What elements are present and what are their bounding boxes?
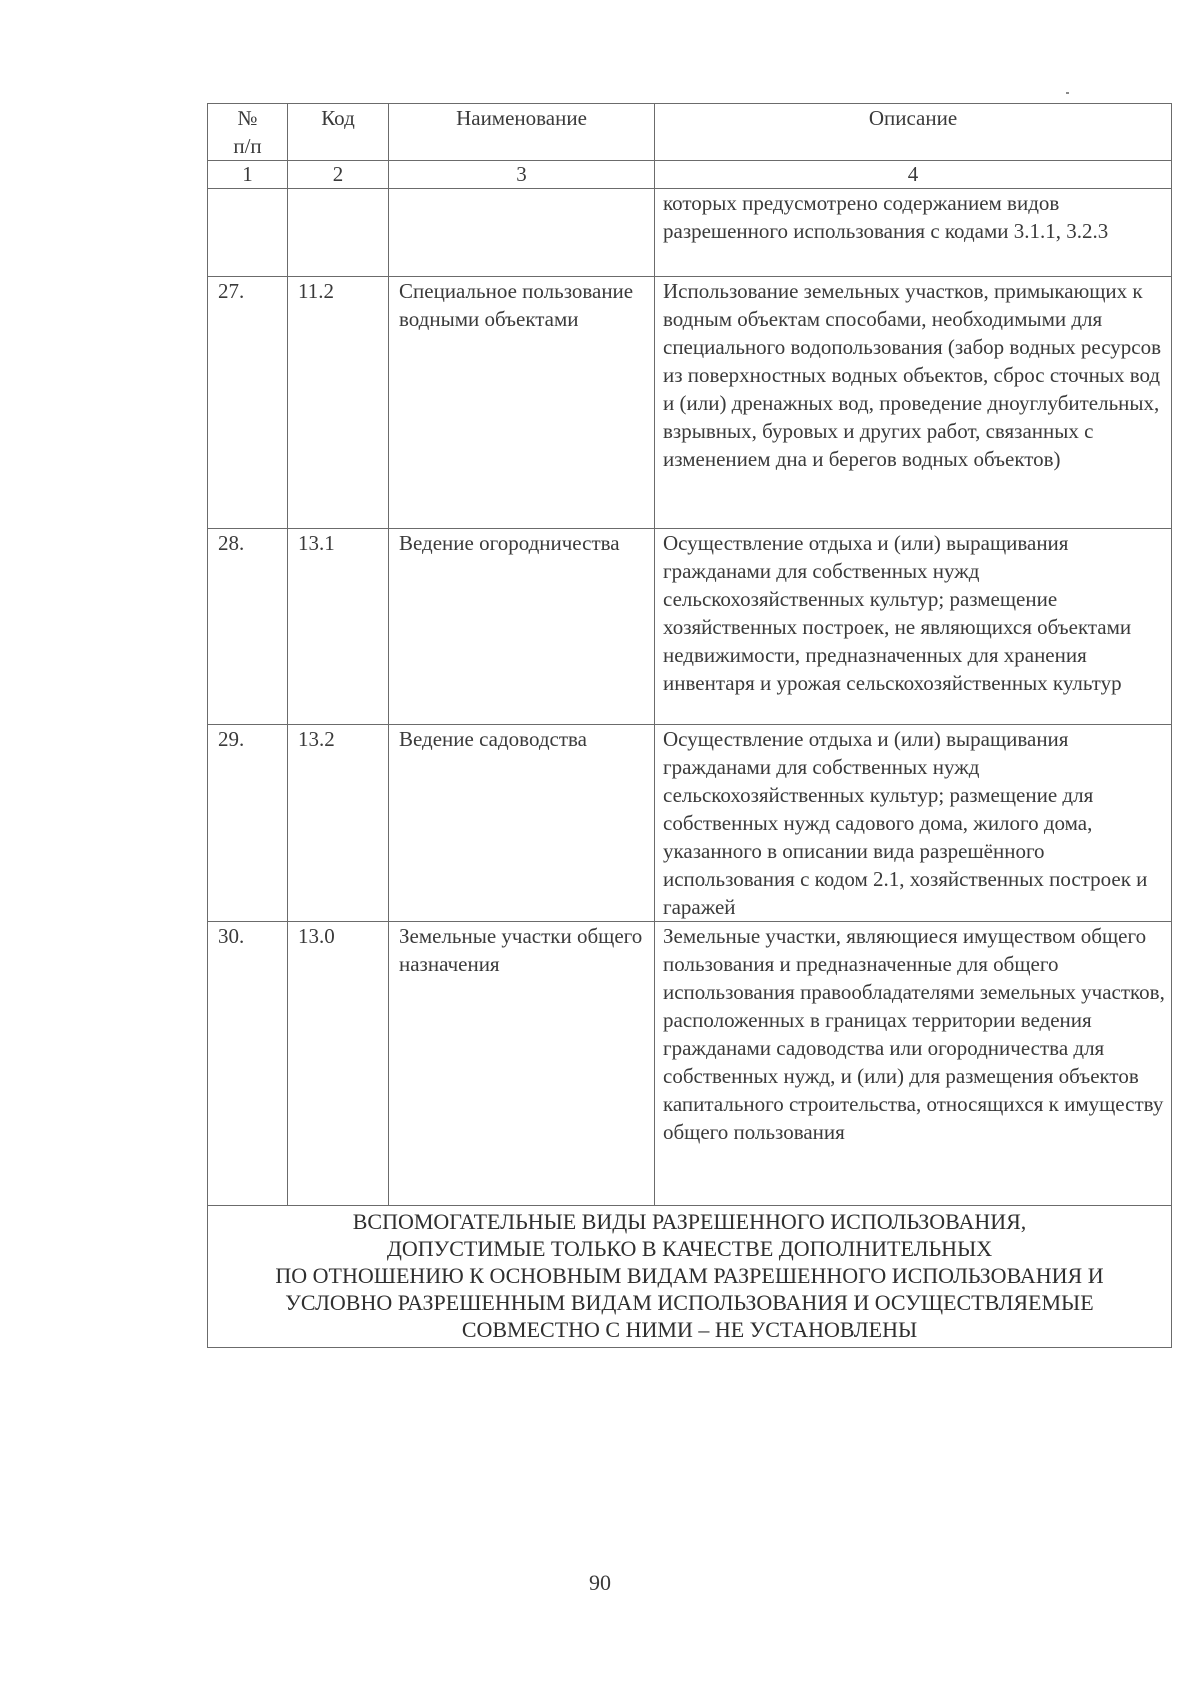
row-description-cell: Использование земельных участков, примыкающих к водным объектам способами, необходимыми для специального водопользования (забор водных ресурсов из поверхностных водных объектов, сброс сточных вод и (или) дренажных вод, проведение дноуглубительных, взрывных, буровых и других работ, связанных с изменением дна и берегов водных объектов)	[655, 277, 1172, 529]
header-name: Наименование	[389, 104, 655, 161]
row-name-cell: Ведение огородничества	[389, 529, 655, 725]
row-description-cell: Осуществление отдыха и (или) выращивания гражданами для собственных нужд сельскохозяйственных культур; размещение хозяйственных построек, не являющихся объектами недвижимости, предназначенных для хранения инвентаря и урожая сельскохозяйственных культур	[655, 529, 1172, 725]
column-number: 4	[655, 161, 1172, 189]
table-row	[208, 922, 1172, 1206]
header-number-line2: п/п	[233, 134, 262, 158]
land-use-table	[207, 103, 1172, 1348]
table-row	[208, 277, 1172, 529]
row-code-cell: 13.0	[288, 922, 389, 1206]
row-number-cell: 30.	[208, 922, 288, 1206]
footer-line: УСЛОВНО РАЗРЕШЕННЫМ ВИДАМ ИСПОЛЬЗОВАНИЯ И ОСУЩЕСТВЛЯЕМЫЕ	[285, 1290, 1094, 1315]
auxiliary-uses-note	[208, 1206, 1172, 1348]
row-number-cell	[208, 189, 288, 277]
row-code-cell	[288, 189, 389, 277]
row-name-cell: Специальное пользование водными объектами	[389, 277, 655, 529]
footer-line: СОВМЕСТНО С НИМИ – НЕ УСТАНОВЛЕНЫ	[461, 1317, 918, 1342]
row-description-cell: Земельные участки, являющиеся имуществом общего пользования и предназначенные для общего использования правообладателями земельных участков, расположенных в границах территории ведения гражданами садоводства или огородничества для собственных нужд, и (или) для размещения объектов капитального строительства, относящихся к имуществу общего пользования	[655, 922, 1172, 1206]
table-header-row	[208, 104, 1172, 161]
row-name-cell: Ведение садоводства	[389, 725, 655, 922]
row-code-cell: 11.2	[288, 277, 389, 529]
page-number: 90	[589, 1570, 611, 1595]
row-description-cell: которых предусмотрено содержанием видов разрешенного использования с кодами 3.1.1, 3.2.3	[655, 189, 1172, 277]
header-code: Код	[288, 104, 389, 161]
footer-line: ДОПУСТИМЫЕ ТОЛЬКО В КАЧЕСТВЕ ДОПОЛНИТЕЛЬНЫХ	[386, 1236, 993, 1261]
column-number: 2	[288, 161, 389, 189]
row-code-cell: 13.1	[288, 529, 389, 725]
row-name-cell	[389, 189, 655, 277]
row-code-cell: 13.2	[288, 725, 389, 922]
column-number: 3	[389, 161, 655, 189]
column-number-row	[208, 161, 1172, 189]
footer-line: ВСПОМОГАТЕЛЬНЫЕ ВИДЫ РАЗРЕШЕННОГО ИСПОЛЬЗОВАНИЯ,	[352, 1209, 1027, 1234]
header-number-line1: №	[237, 106, 258, 130]
continuation-row	[208, 189, 1172, 277]
header-description: Описание	[655, 104, 1172, 161]
row-number-cell: 27.	[208, 277, 288, 529]
table-row	[208, 725, 1172, 922]
row-description-cell: Осуществление отдыха и (или) выращивания гражданами для собственных нужд сельскохозяйственных культур; размещение для собственных нужд садового дома, жилого дома, указанного в описании вида разрешённого использования с кодом 2.1, хозяйственных построек и гаражей	[655, 725, 1172, 922]
header-number	[208, 104, 288, 161]
scan-mark	[1066, 92, 1069, 94]
row-number-cell: 29.	[208, 725, 288, 922]
row-name-cell: Земельные участки общего назначения	[389, 922, 655, 1206]
row-number-cell: 28.	[208, 529, 288, 725]
footer-line: ПО ОТНОШЕНИЮ К ОСНОВНЫМ ВИДАМ РАЗРЕШЕННОГО ИСПОЛЬЗОВАНИЯ И	[275, 1263, 1104, 1288]
table-row	[208, 529, 1172, 725]
footer-row	[208, 1206, 1172, 1348]
column-number: 1	[208, 161, 288, 189]
